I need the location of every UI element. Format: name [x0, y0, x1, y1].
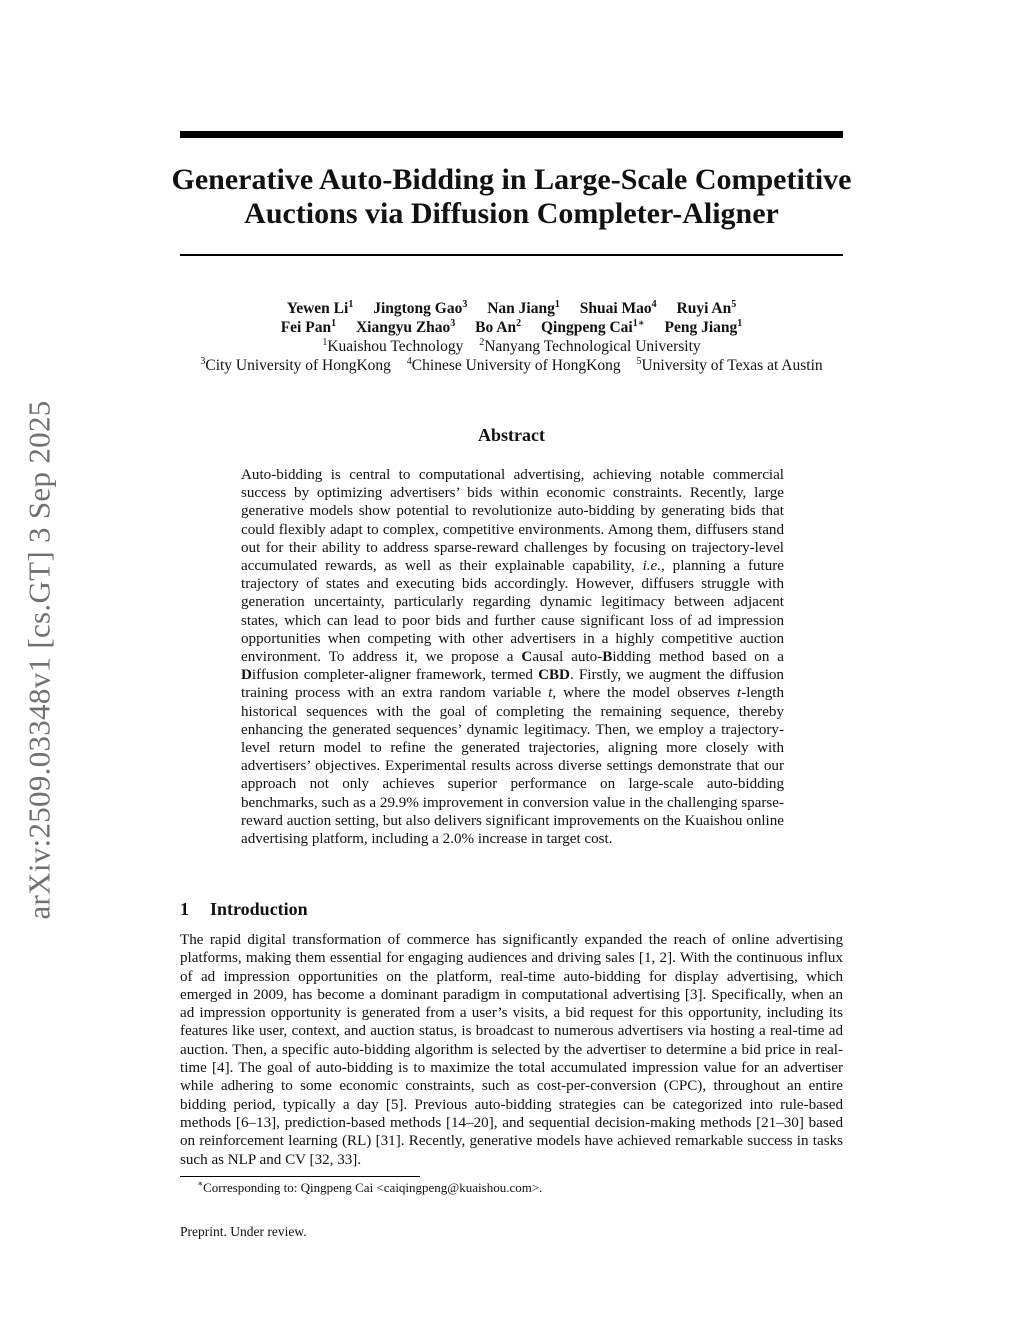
author-row-1	[150, 299, 873, 318]
footnote-text: Corresponding to: Qingpeng Cai <caiqingpeng@kuaishou.com>.	[203, 1180, 543, 1195]
author: Ruyi An$^5$	[676, 298, 737, 317]
author-row-2	[150, 318, 873, 337]
abstract-heading: Abstract	[478, 425, 545, 445]
author: Jingtong Gao$^3$	[373, 298, 468, 317]
section-number: 1	[180, 899, 189, 919]
author: Yewen Li$^1$	[286, 298, 354, 317]
author: Shuai Mao$^4$	[579, 298, 657, 317]
preprint-notice: Preprint. Under review.	[180, 1224, 307, 1239]
section-title: Introduction	[210, 899, 308, 919]
title-top-rule	[180, 131, 843, 138]
author: Nan Jiang$^1$	[487, 298, 560, 317]
affiliation: $^2$Nanyang Technological University	[479, 336, 701, 355]
section-heading-introduction	[180, 898, 308, 920]
affiliation: $^5$University of Texas at Austin	[636, 355, 823, 374]
author: Fei Pan$^1$	[280, 317, 337, 336]
title-line-2: Auctions via Diffusion Completer-Aligner	[244, 197, 779, 230]
abstract-body: Auto-bidding is central to computational advertising, achieving notable commercial success by optimizing advertisers’ bids within economic constraints. Recently, large generative models show potential to revolutionize auto-bidding by generating bids that could flexibly adapt to complex, competitive environments. Among them, diffusers stand out for their ability to address sparse-reward challenges by focusing on trajectory-level accumulated rewards, as well as their explainable capability, i.e., planning a future trajectory of states and executing bids accordingly. However, diffusers struggle with generation uncertainty, particularly regarding dynamic legitimacy between adjacent states, which can lead to poor bids and further cause significant loss of ad impression opportunities when competing with other advertisers in a highly competitive auction environment. To address it, we propose a Causal auto-Bidding method based on a Diffusion completer-aligner framework, termed CBD. Firstly, we augment the diffusion training process with an extra random variable t, where the model observes t-length historical sequences with the goal of completing the remaining sequence, thereby enhancing the generated sequences’ dynamic legitimacy. Then, we employ a trajectory-level return model to refine the generated trajectories, aligning more closely with advertisers’ objectives. Experimental results across diverse settings demonstrate that our approach not only achieves superior performance on large-scale auto-bidding benchmarks, such as a 29.9% improvement in conversion value in the challenging sparse-reward auction setting, but also delivers significant improvements on the Kuaishou online advertising platform, including a 2.0% increase in target cost.	[241, 467, 785, 848]
affiliation: $^4$Chinese University of HongKong	[406, 355, 621, 374]
affiliation: $^1$Kuaishou Technology	[322, 336, 464, 355]
author: Qingpeng Cai$^{1∗}$	[540, 317, 645, 336]
affiliation-row-2	[150, 356, 873, 375]
arxiv-id: arXiv:2509.03348v1 [cs.GT] 3 Sep 2025	[22, 400, 57, 920]
paper-title	[150, 163, 873, 231]
affiliation: $^3$City University of HongKong	[200, 355, 391, 374]
footnote-mark: ∗	[197, 1178, 204, 1189]
footnote-rule	[180, 1176, 420, 1177]
author: Peng Jiang$^1$	[664, 317, 743, 336]
title-bottom-rule	[180, 254, 843, 256]
affiliation-row-1	[150, 337, 873, 356]
author: Bo An$^2$	[475, 317, 522, 336]
footnote	[197, 1180, 542, 1196]
author: Xiangyu Zhao$^3$	[355, 317, 456, 336]
arxiv-stamp	[10, 380, 70, 940]
title-line-1: Generative Auto-Bidding in Large-Scale Competitive	[171, 163, 852, 196]
introduction-paragraph: The rapid digital transformation of commerce has significantly expanded the reach of online advertising platforms, making them essential for engaging audiences and driving sales [1, 2]. With the continuous influx of ad impression opportunities on the platform, real-time auto-bidding for display advertising, which emerged in 2009, has become a dominant paradigm in computational advertising [3]. Specifically, when an ad impression opportunity is generated from a user’s visits, a bid request for this opportunity, including its features like user, context, and auction status, is broadcast to numerous advertisers via hosting a real-time ad auction. Then, a specific auto-bidding algorithm is selected by the advertiser to determine a bid price in real-time [4]. The goal of auto-bidding is to maximize the total accumulated impression value for an advertiser while adhering to some economic constraints, such as cost-per-conversion (CPC), throughout an entire bidding period, typically a day [5]. Previous auto-bidding strategies can be categorized into rule-based methods [6–13], prediction-based methods [14–20], and sequential decision-making methods [21–30] based on reinforcement learning (RL) [31]. Recently, generative models have achieved remarkable success in tasks such as NLP and CV [32, 33].	[180, 932, 843, 1168]
author-block	[150, 299, 873, 375]
